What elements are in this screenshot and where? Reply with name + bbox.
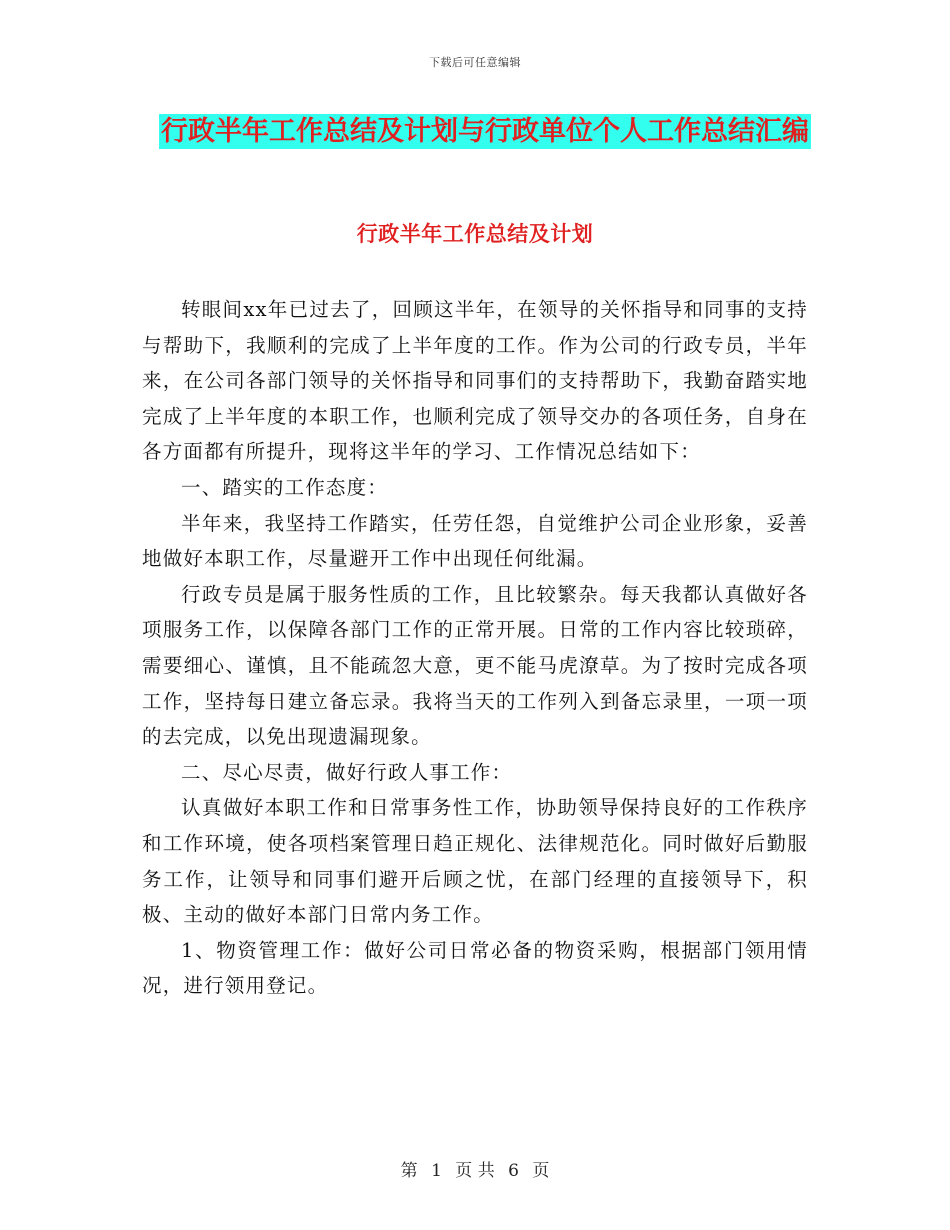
page-label-prefix: 第 — [400, 1161, 418, 1181]
section-title: 行政半年工作总结及计划 — [356, 221, 594, 246]
paragraph: 转眼间xx年已过去了，回顾这半年，在领导的关怀指导和同事的支持与帮助下，我顺利的完成了上半年度的工作。作为公司的行政专员，半年来，在公司各部门领导的关怀指导和同事们的支持帮助下，我勤奋踏实地完成了上半年度的本职工作，也顺利完成了领导交办的各项任务，自身在各方面都有所提升，现将这半年的学习、工作情况总结如下： — [142, 298, 808, 464]
paragraph: 认真做好本职工作和日常事务性工作，协助领导保持良好的工作秩序和工作环境，使各项档案管理日趋正规化、法律规范化。同时做好后勤服务工作，让领导和同事们避开后顾之忧，在部门经理的直接领导下，积极、主动的做好本部门日常内务工作。 — [142, 796, 808, 927]
total-pages: 6 — [508, 1161, 519, 1181]
document-title-text: 行政半年工作总结及计划与行政单位个人工作总结汇编 — [161, 116, 809, 147]
paragraph: 半年来，我坚持工作踏实，任劳任怨，自觉维护公司企业形象，妥善地做好本职工作，尽量避开工作中出现任何纰漏。 — [142, 511, 808, 571]
page-label-suffix: 页 — [532, 1161, 550, 1181]
document-body — [142, 292, 808, 1004]
page-footer — [0, 1156, 950, 1181]
paragraph: 行政专员是属于服务性质的工作，且比较繁杂。每天我都认真做好各项服务工作，以保障各部门工作的正常开展。日常的工作内容比较琐碎，需要细心、谨慎，且不能疏忽大意，更不能马虎潦草。为了按时完成各项工作，坚持每日建立备忘录。我将当天的工作列入到备忘录里，一项一项的去完成，以免出现遗漏现象。 — [142, 582, 808, 749]
paragraph: 1、物资管理工作：做好公司日常必备的物资采购，根据部门领用情况，进行领用登记。 — [142, 938, 808, 998]
header-note: 下载后可任意编辑 — [429, 56, 521, 69]
paragraph: 二、尽心尽责，做好行政人事工作： — [181, 760, 513, 784]
paragraph: 一、踏实的工作态度： — [181, 475, 389, 499]
page-label-mid: 页 共 — [455, 1161, 495, 1181]
document-title — [150, 108, 820, 156]
page-number: 1 — [431, 1161, 442, 1181]
